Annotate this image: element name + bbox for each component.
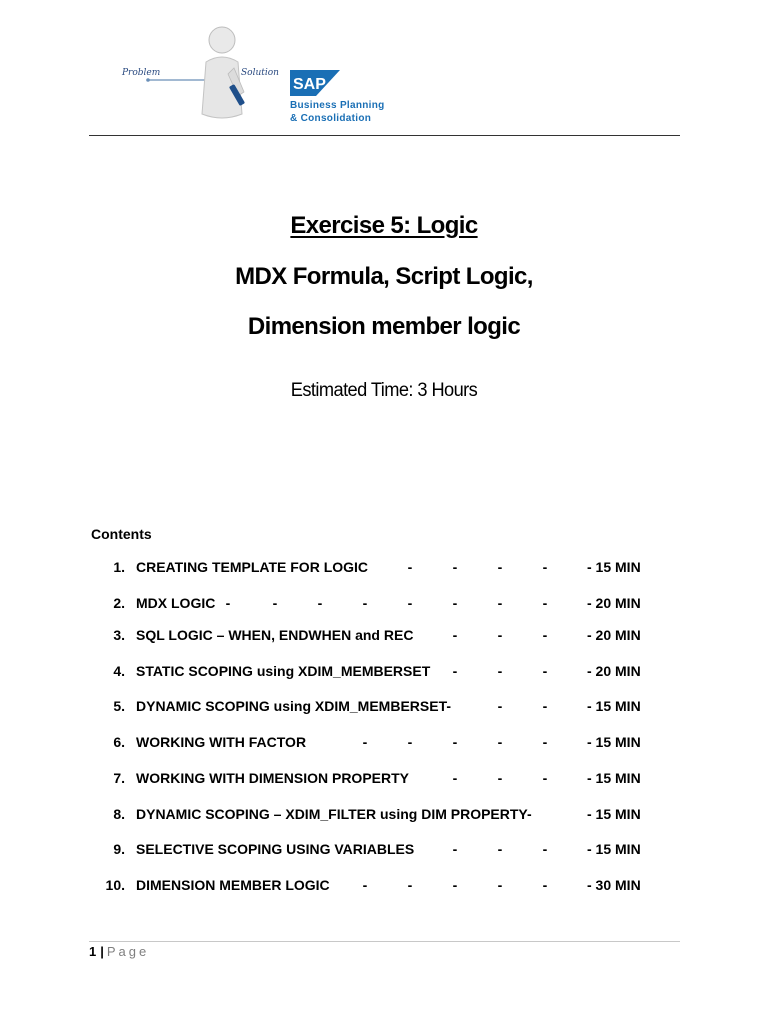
toc-leader-dash: -: [272, 595, 278, 611]
toc-leader-dash: -: [497, 559, 503, 575]
toc-item-duration: - 30 MIN: [587, 877, 641, 893]
toc-item-number: 1.: [113, 559, 125, 575]
toc-item-label: STATIC SCOPING using XDIM_MEMBERSET: [136, 663, 431, 679]
toc-leader-dash: -: [317, 595, 323, 611]
subtitle-line1: MDX Formula, Script Logic,: [235, 263, 533, 290]
estimated-time: Estimated Time: 3 Hours: [290, 380, 478, 401]
toc-item: [0, 806, 768, 826]
toc-item-duration: - 20 MIN: [587, 595, 641, 611]
problem-label: Problem: [122, 68, 161, 78]
toc-item-label: SELECTIVE SCOPING USING VARIABLES: [136, 841, 415, 857]
toc-leader-dash: -: [542, 877, 548, 893]
toc-leader-dash: -: [407, 559, 413, 575]
toc-leader-dash: -: [542, 734, 548, 750]
toc-item: [0, 663, 768, 683]
subtitle-line2: Dimension member logic: [247, 313, 521, 340]
toc-leader-dash: -: [452, 877, 458, 893]
exercise-title: Exercise 5: Logic: [290, 212, 478, 239]
toc-leader-dash: -: [542, 663, 548, 679]
toc-leader-dash: -: [452, 627, 458, 643]
toc-item: [0, 698, 768, 718]
toc-leader-dash: -: [497, 734, 503, 750]
toc-item: [0, 627, 768, 647]
toc-item-duration: - 20 MIN: [587, 663, 641, 679]
footer-separator: |: [100, 944, 104, 959]
toc-item: [0, 734, 768, 754]
toc-leader-dash: -: [497, 595, 503, 611]
product-name-line2: & Consolidation: [290, 113, 372, 124]
toc-leader-dash: -: [542, 627, 548, 643]
toc-item-number: 10.: [105, 877, 125, 893]
page-word: Page: [106, 944, 150, 959]
toc-item-number: 7.: [113, 770, 125, 786]
toc-item-duration: - 15 MIN: [587, 841, 641, 857]
toc-item-label: WORKING WITH FACTOR: [136, 734, 307, 750]
contents-heading: Contents: [91, 526, 152, 542]
toc-leader-dash: -: [407, 595, 413, 611]
sap-logo-text: SAP: [293, 76, 326, 93]
toc-leader-dash: -: [452, 559, 458, 575]
toc-leader-dash: -: [542, 595, 548, 611]
toc-item-label: SQL LOGIC – WHEN, ENDWHEN and REC: [136, 627, 414, 643]
toc-item-label: DIMENSION MEMBER LOGIC: [136, 877, 330, 893]
toc-leader-dash: -: [497, 841, 503, 857]
toc-item-number: 2.: [113, 595, 125, 611]
toc-leader-dash: -: [542, 698, 548, 714]
toc-item: [0, 877, 768, 897]
toc-item-label: CREATING TEMPLATE FOR LOGIC: [136, 559, 369, 575]
toc-item: [0, 841, 768, 861]
toc-item-number: 5.: [113, 698, 125, 714]
solution-label: Solution: [241, 68, 279, 78]
toc-leader-dash: -: [225, 595, 231, 611]
toc-leader-dash: -: [362, 734, 368, 750]
toc-leader-dash: -: [542, 841, 548, 857]
footer-divider: [89, 941, 680, 942]
toc-item: [0, 595, 768, 615]
toc-item-number: 8.: [113, 806, 125, 822]
toc-item-duration: - 15 MIN: [587, 698, 641, 714]
toc-leader-dash: -: [497, 770, 503, 786]
toc-item-duration: - 20 MIN: [587, 627, 641, 643]
toc-leader-dash: -: [452, 770, 458, 786]
toc-item-label: DYNAMIC SCOPING – XDIM_FILTER using DIM PROPERTY-: [136, 806, 532, 822]
page-number: 1: [89, 944, 97, 959]
toc-leader-dash: -: [452, 663, 458, 679]
toc-item-duration: - 15 MIN: [587, 734, 641, 750]
toc-leader-dash: -: [497, 698, 503, 714]
toc-item-duration: - 15 MIN: [587, 770, 641, 786]
toc-item-duration: - 15 MIN: [587, 806, 641, 822]
toc-item-number: 4.: [113, 663, 125, 679]
toc-item-number: 3.: [113, 627, 125, 643]
toc-item-duration: - 15 MIN: [587, 559, 641, 575]
toc-leader-dash: -: [452, 841, 458, 857]
page-footer: [89, 944, 149, 959]
toc-leader-dash: -: [542, 559, 548, 575]
toc-leader-dash: -: [452, 734, 458, 750]
toc-leader-dash: -: [362, 595, 368, 611]
toc-leader-dash: -: [497, 663, 503, 679]
toc-leader-dash: -: [497, 877, 503, 893]
toc-item-label: WORKING WITH DIMENSION PROPERTY: [136, 770, 409, 786]
toc-item-number: 6.: [113, 734, 125, 750]
product-name-line1: Business Planning: [290, 100, 385, 111]
toc-leader-dash: -: [452, 595, 458, 611]
toc-leader-dash: -: [362, 877, 368, 893]
toc-item: [0, 559, 768, 579]
toc-item: [0, 770, 768, 790]
toc-item-label: DYNAMIC SCOPING using XDIM_MEMBERSET-: [136, 698, 452, 714]
toc-item-label: MDX LOGIC: [136, 595, 216, 611]
toc-leader-dash: -: [407, 877, 413, 893]
toc-leader-dash: -: [497, 627, 503, 643]
toc-item-number: 9.: [113, 841, 125, 857]
toc-leader-dash: -: [407, 734, 413, 750]
toc-leader-dash: -: [542, 770, 548, 786]
